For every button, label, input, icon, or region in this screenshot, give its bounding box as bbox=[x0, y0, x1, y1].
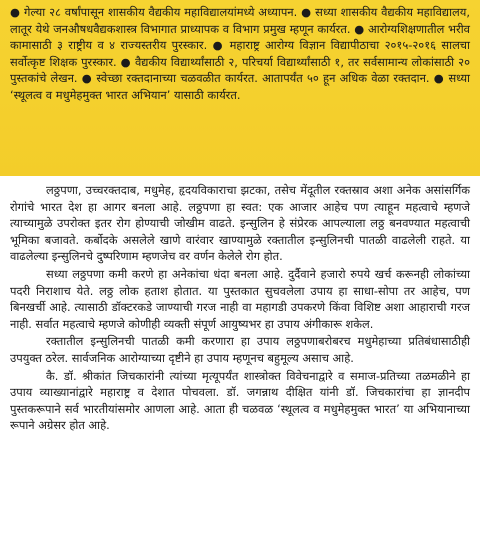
back-cover-body bbox=[0, 182, 480, 554]
body-paragraph-4: कै. डॉ. श्रीकांत जिचकारांनी त्यांच्या मृत्यूपर्यंत शास्त्रोक्त विवेचनाद्वारे व समाज-प्रतिच्या तळमळीने हा उपाय व्याख्यानांद्वारे महाराष्ट्र व देशात पोचवला. डॉ. जगन्नाथ दीक्षित यांनी डॉ. जिचकारांचा हा ज्ञानदीप पुस्तकरूपाने सर्व भारतीयांसमोर आणला आहे. आता ही चळवळ ‘स्थूलत्व व मधुमेहमुक्त भारत’ या अभियानाच्या रूपाने अग्रेसर होत आहे. bbox=[10, 368, 470, 433]
author-bio-text: ● गेल्या २८ वर्षांपासून शासकीय वैद्यकीय महाविद्यालयांमध्ये अध्यापन. ● सध्या शासकीय वैद्यकीय महाविद्यालय, लातूर येथे जनऔषधवैद्यकशास्त्र विभागात प्राध्यापक व विभाग प्रमुख म्हणून कार्यरत. ● आरोग्यशिक्षणातील भरीव कामासाठी ३ राष्ट्रीय व ४ राज्यस्तरीय पुरस्कार. ● महाराष्ट्र आरोग्य विज्ञान विद्यापीठाचा २०१५-२०१६ सालचा सर्वोत्कृष्ट शिक्षक पुरस्कार. ● वैद्यकीय विद्यार्थ्यांसाठी २, परिचर्या विद्यार्थ्यांसाठी १, तर सर्वसामान्य लोकांसाठी २० पुस्तकांचे लेखन. ● स्वेच्छा रक्तदानाच्या चळवळीत कार्यरत. आतापर्यंत ५० हून अधिक वेळा रक्तदान. ● सध्या ‘स्थूलत्व व मधुमेहमुक्त भारत अभियान’ यासाठी कार्यरत. bbox=[10, 5, 470, 102]
author-bio-box bbox=[0, 0, 480, 176]
body-paragraph-1: लठ्ठपणा, उच्चरक्तदाब, मधुमेह, हृदयविकाराचा झटका, तसेच मेंदूतील रक्तस्राव अशा अनेक असांसर्गिक रोगांचे भारत देश हा आगर बनला आहे. लठ्ठपणा हा स्वत: एक आजार आहेच पण त्याहून महत्वाचे म्हणजे त्याच्यामुळे उपरोक्त इतर रोग होण्याची जोखीम वाढते. इन्सुलिन हे संप्रेरक आपल्याला लठ्ठ बनवण्यात महत्वाची भूमिका बजावते. कर्बोदके असलेले खाणे वारंवार खाण्यामुळे रक्तातील इन्सुलिनची पातळी वाढलेली राहते. या वाढलेल्या इन्सुलिनचे दुष्परिणाम म्हणजेच वर वर्णन केलेले रोग होत. bbox=[10, 183, 470, 264]
body-paragraph-3: रक्तातील इन्सुलिनची पातळी कमी करणारा हा उपाय लठ्ठपणाबरोबरच मधुमेहाच्या प्रतिबंधासाठीही उपयुक्त ठरेल. सार्वजनिक आरोग्याच्या दृष्टीने हा उपाय म्हणूनच बहुमूल्य असाच आहे. bbox=[10, 334, 470, 365]
body-paragraph-2: सध्या लठ्ठपणा कमी करणे हा अनेकांचा धंदा बनला आहे. दुर्दैवाने हजारो रुपये खर्च करूनही लोकांच्या पदरी निराशाच येते. लठ्ठ लोक हताश होतात. या पुस्तकात सुचवलेला उपाय हा साधा-सोपा तर आहेच, पण बिनखर्ची आहे. त्यासाठी डॉक्टरकडे जाण्याची गरज नाही वा महागडी उपकरणे किंवा विशिष्ट अशा आहाराची गरज नाही. सर्वात महत्वाचे म्हणजे कोणीही व्यक्ती संपूर्ण आयुष्यभर हा उपाय अंगीकारू शकेल. bbox=[10, 266, 470, 331]
